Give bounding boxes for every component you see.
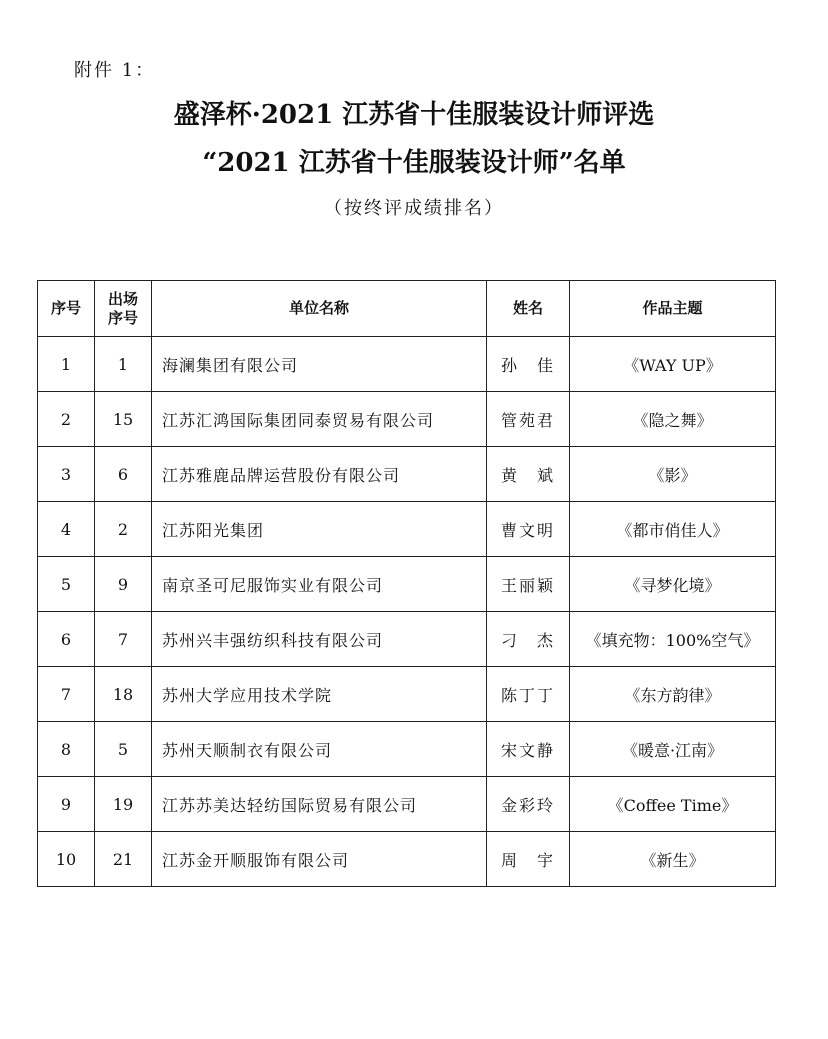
work-cell: 《Coffee Time》: [570, 777, 776, 832]
name-cell: 黄 斌: [487, 447, 570, 502]
document-title-line1: 盛泽杯·2021 江苏省十佳服装设计师评选: [173, 100, 655, 130]
unit-cell: 江苏苏美达轻纺国际贸易有限公司: [152, 777, 487, 832]
table-row: [38, 777, 776, 832]
order-cell: 7: [95, 612, 152, 667]
work-cell: 《寻梦化境》: [570, 557, 776, 612]
unit-cell: 苏州兴丰强纺织科技有限公司: [152, 612, 487, 667]
name-cell: 孙 佳: [487, 337, 570, 392]
unit-cell: 海澜集团有限公司: [152, 337, 487, 392]
rank-cell: 1: [38, 337, 95, 392]
table-row: [38, 832, 776, 887]
name-cell: 曹文明: [487, 502, 570, 557]
rank-cell: 3: [38, 447, 95, 502]
name-cell: 王丽颖: [487, 557, 570, 612]
unit-cell: 江苏阳光集团: [152, 502, 487, 557]
work-cell: 《暖意·江南》: [570, 722, 776, 777]
column-header-rank: 序号: [38, 281, 95, 337]
name-cell: 金彩玲: [487, 777, 570, 832]
table-row: [38, 722, 776, 777]
order-cell: 18: [95, 667, 152, 722]
order-cell: 21: [95, 832, 152, 887]
rank-cell: 7: [38, 667, 95, 722]
table-row: [38, 447, 776, 502]
name-cell: 陈丁丁: [487, 667, 570, 722]
ranking-note: （按终评成绩排名）: [324, 198, 504, 219]
table-row: [38, 337, 776, 392]
document-title-line2: “2021 江苏省十佳服装设计师”名单: [202, 148, 626, 178]
name-cell: 宋文静: [487, 722, 570, 777]
rank-cell: 8: [38, 722, 95, 777]
attachment-label: 附件 1：: [74, 60, 156, 81]
order-cell: 15: [95, 392, 152, 447]
work-cell: 《影》: [570, 447, 776, 502]
unit-cell: 江苏汇鸿国际集团同泰贸易有限公司: [152, 392, 487, 447]
order-cell: 5: [95, 722, 152, 777]
rank-cell: 2: [38, 392, 95, 447]
work-cell: 《隐之舞》: [570, 392, 776, 447]
order-cell: 1: [95, 337, 152, 392]
unit-cell: 江苏雅鹿品牌运营股份有限公司: [152, 447, 487, 502]
name-cell: 管苑君: [487, 392, 570, 447]
column-header-order: [95, 281, 152, 337]
table-row: [38, 667, 776, 722]
work-cell: 《填充物：100%空气》: [570, 612, 776, 667]
unit-cell: 南京圣可尼服饰实业有限公司: [152, 557, 487, 612]
order-cell: 2: [95, 502, 152, 557]
unit-cell: 苏州大学应用技术学院: [152, 667, 487, 722]
work-cell: 《东方韵律》: [570, 667, 776, 722]
table-row: [38, 392, 776, 447]
work-cell: 《都市俏佳人》: [570, 502, 776, 557]
column-header-order-label: 出场序号: [107, 289, 138, 327]
rank-cell: 4: [38, 502, 95, 557]
column-header-unit: 单位名称: [152, 281, 487, 337]
order-cell: 6: [95, 447, 152, 502]
table-row: [38, 502, 776, 557]
name-cell: 刁 杰: [487, 612, 570, 667]
work-cell: 《新生》: [570, 832, 776, 887]
rank-cell: 10: [38, 832, 95, 887]
column-header-work: 作品主题: [570, 281, 776, 337]
rank-cell: 6: [38, 612, 95, 667]
rank-cell: 5: [38, 557, 95, 612]
table-row: [38, 557, 776, 612]
work-cell: 《WAY UP》: [570, 337, 776, 392]
table-header-row: [38, 281, 776, 337]
designer-list-table: [37, 280, 776, 887]
table-row: [38, 612, 776, 667]
order-cell: 9: [95, 557, 152, 612]
order-cell: 19: [95, 777, 152, 832]
rank-cell: 9: [38, 777, 95, 832]
column-header-name: 姓名: [487, 281, 570, 337]
name-cell: 周 宇: [487, 832, 570, 887]
unit-cell: 苏州天顺制衣有限公司: [152, 722, 487, 777]
unit-cell: 江苏金开顺服饰有限公司: [152, 832, 487, 887]
